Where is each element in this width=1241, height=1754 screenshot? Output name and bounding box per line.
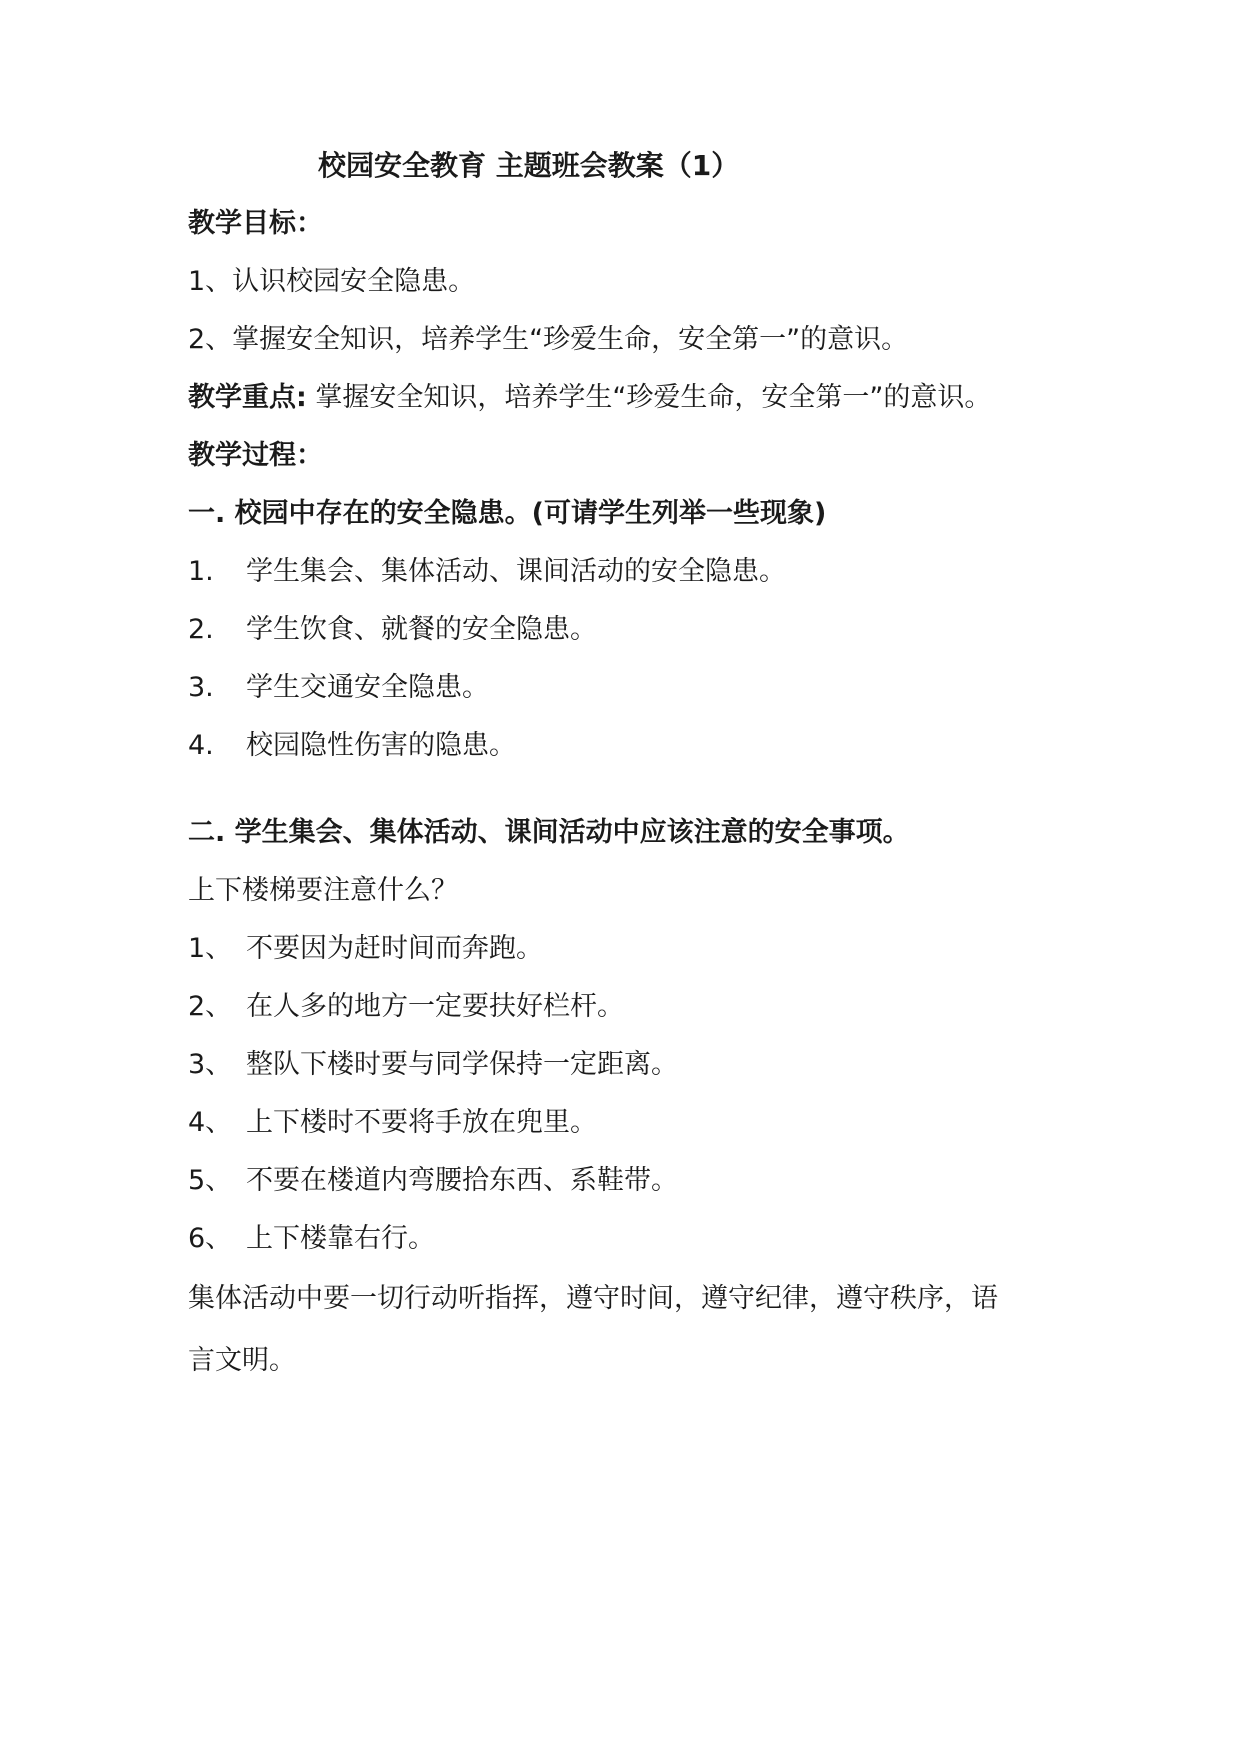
section1-item-1 bbox=[188, 554, 786, 590]
key-point-text: 掌握安全知识，培养学生“珍爱生命，安全第一”的意识。 bbox=[306, 382, 992, 413]
section2-heading: 二. 学生集会、集体活动、课间活动中应该注意的安全事项。 bbox=[188, 817, 910, 848]
section2-item-4 bbox=[188, 1105, 597, 1141]
section1-heading: 一. 校园中存在的安全隐患。(可请学生列举一些现象) bbox=[188, 498, 827, 529]
section2-item-text: 上下楼靠右行。 bbox=[246, 1223, 435, 1254]
section2-question: 上下楼梯要注意什么？ bbox=[188, 875, 458, 906]
section1-item-number: 3. bbox=[188, 672, 214, 703]
section2-item-number: 5、 bbox=[188, 1165, 233, 1196]
document-title: 校园安全教育 主题班会教案（1） bbox=[318, 149, 740, 182]
section1-item-number: 2. bbox=[188, 614, 214, 645]
section1-item-text: 学生交通安全隐患。 bbox=[246, 672, 489, 703]
section2-item-1 bbox=[188, 931, 543, 967]
section1-item-text: 学生集会、集体活动、课间活动的安全隐患。 bbox=[246, 556, 786, 587]
section2-item-number: 3、 bbox=[188, 1049, 233, 1080]
section2-item-text: 不要因为赶时间而奔跑。 bbox=[246, 933, 543, 964]
section2-item-text: 整队下楼时要与同学保持一定距离。 bbox=[246, 1049, 678, 1080]
section2-item-number: 1、 bbox=[188, 933, 233, 964]
objective-item-1: 1、认识校园安全隐患。 bbox=[188, 266, 476, 297]
section1-item-3 bbox=[188, 670, 489, 706]
section1-item-number: 1. bbox=[188, 556, 214, 587]
section1-item-2 bbox=[188, 612, 597, 648]
objective-item-2: 2、掌握安全知识，培养学生“珍爱生命，安全第一”的意识。 bbox=[188, 324, 909, 355]
section2-item-number: 6、 bbox=[188, 1223, 233, 1254]
process-label: 教学过程： bbox=[188, 440, 323, 471]
section2-item-2 bbox=[188, 989, 624, 1025]
section2-item-number: 2、 bbox=[188, 991, 233, 1022]
objectives-label: 教学目标： bbox=[188, 208, 323, 239]
section2-closing-line-2: 言文明。 bbox=[188, 1345, 296, 1376]
section1-item-number: 4. bbox=[188, 730, 214, 761]
section2-item-number: 4、 bbox=[188, 1107, 233, 1138]
section2-item-text: 在人多的地方一定要扶好栏杆。 bbox=[246, 991, 624, 1022]
section1-item-4 bbox=[188, 728, 516, 764]
section2-item-5 bbox=[188, 1163, 678, 1199]
section2-item-text: 上下楼时不要将手放在兜里。 bbox=[246, 1107, 597, 1138]
section2-item-6 bbox=[188, 1221, 435, 1257]
section2-item-3 bbox=[188, 1047, 678, 1083]
section1-item-text: 校园隐性伤害的隐患。 bbox=[246, 730, 516, 761]
section2-closing-line-1: 集体活动中要一切行动听指挥，遵守时间，遵守纪律，遵守秩序，语 bbox=[188, 1283, 998, 1314]
key-point-line bbox=[188, 380, 991, 416]
key-point-label: 教学重点: bbox=[188, 382, 307, 413]
section2-item-text: 不要在楼道内弯腰拾东西、系鞋带。 bbox=[246, 1165, 678, 1196]
section1-item-text: 学生饮食、就餐的安全隐患。 bbox=[246, 614, 597, 645]
